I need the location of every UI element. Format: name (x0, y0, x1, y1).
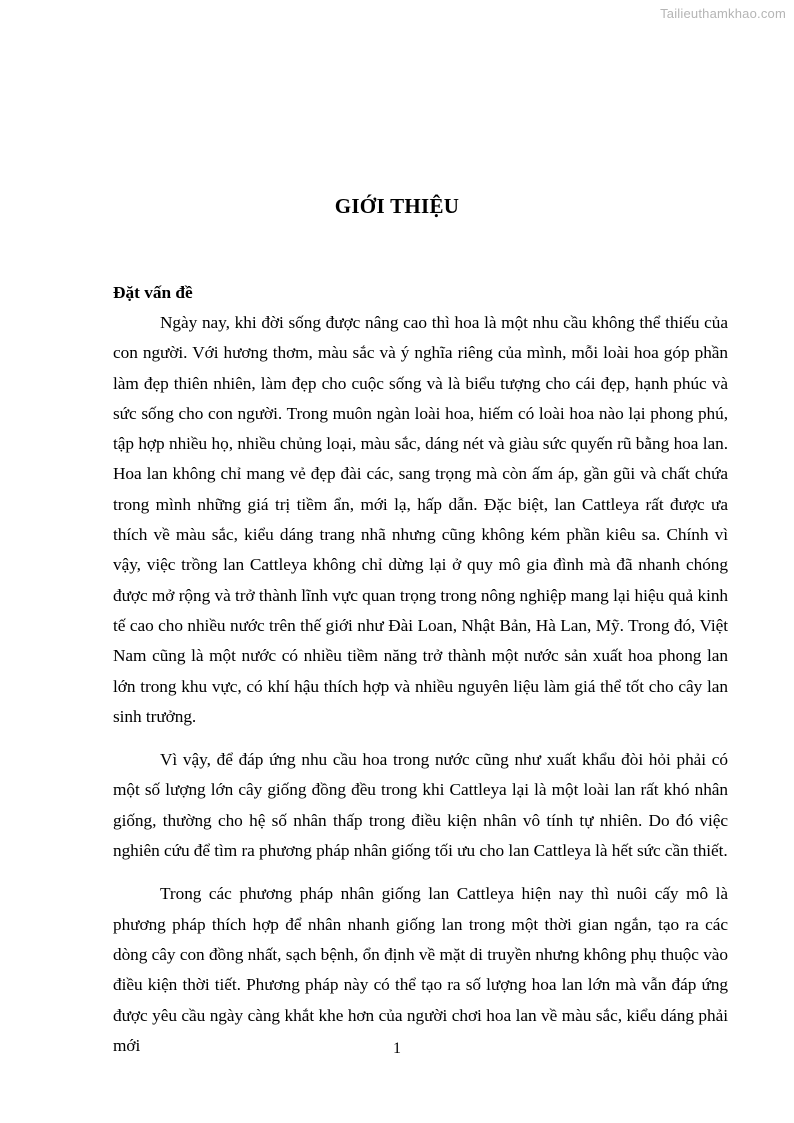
page-number: 1 (393, 1040, 401, 1057)
section-heading: Đặt vấn đề (113, 283, 193, 302)
paragraph-3: Trong các phương pháp nhân giống lan Cattleya hiện nay thì nuôi cấy mô là phương pháp thích hợp để nhân nhanh giống lan trong một thời gian ngắn, tạo ra các dòng cây con đồng nhất, sạch bệnh, ổn định về mặt di truyền nhưng không phụ thuộc vào điều kiện thời tiết. Phương pháp này có thể tạo ra số lượng hoa lan lớn mà vẫn đáp ứng được yêu cầu ngày càng khắt khe hơn của người chơi hoa lan về màu sắc, kiểu dáng phải mới (113, 884, 728, 1055)
paragraph-2: Vì vậy, để đáp ứng nhu cầu hoa trong nước cũng như xuất khẩu đòi hỏi phải có một số lượng lớn cây giống đồng đều trong khi Cattleya lại là một loài lan rất khó nhân giống, thường cho hệ số nhân thấp trong điều kiện nhân vô tính tự nhiên. Do đó việc nghiên cứu để tìm ra phương pháp nhân giống tối ưu cho lan Cattleya là hết sức cần thiết. (113, 750, 728, 861)
watermark-text: Tailieuthamkhao.com (660, 6, 786, 21)
paragraph-1: Ngày nay, khi đời sống được nâng cao thì hoa là một nhu cầu không thể thiếu của con người. Với hương thơm, màu sắc và ý nghĩa riêng của mình, mỗi loài hoa góp phần làm đẹp thiên nhiên, làm đẹp cho cuộc sống và là biểu tượng cho cái đẹp, hạnh phúc và sức sống cho con người. Trong muôn ngàn loài hoa, hiếm có loài hoa nào lại phong phú, tập hợp nhiều họ, nhiều chủng loại, màu sắc, dáng nét và giàu sức quyến rũ bằng hoa lan. Hoa lan không chỉ mang vẻ đẹp đài các, sang trọng mà còn ấm áp, gần gũi và chất chứa trong mình những giá trị tiềm ẩn, mới lạ, hấp dẫn. Đặc biệt, lan Cattleya rất được ưa thích về màu sắc, kiểu dáng trang nhã nhưng cũng không kém phần kiêu sa. Chính vì vậy, việc trồng lan Cattleya không chỉ dừng lại ở quy mô gia đình mà đã nhanh chóng được mở rộng và trở thành lĩnh vực quan trọng trong nông nghiệp mang lại hiệu quả kinh tế cao cho nhiều nước trên thế giới như Đài Loan, Nhật Bản, Hà Lan, Mỹ. Trong đó, Việt Nam cũng là một nước có nhiều tiềm năng trở thành một nước sản xuất hoa phong lan lớn trong khu vực, có khí hậu thích hợp và nhiều nguyên liệu làm giá thể tốt cho cây lan sinh trưởng. (113, 313, 728, 726)
document-body (113, 278, 728, 1061)
page-title: GIỚI THIỆU (334, 194, 460, 218)
